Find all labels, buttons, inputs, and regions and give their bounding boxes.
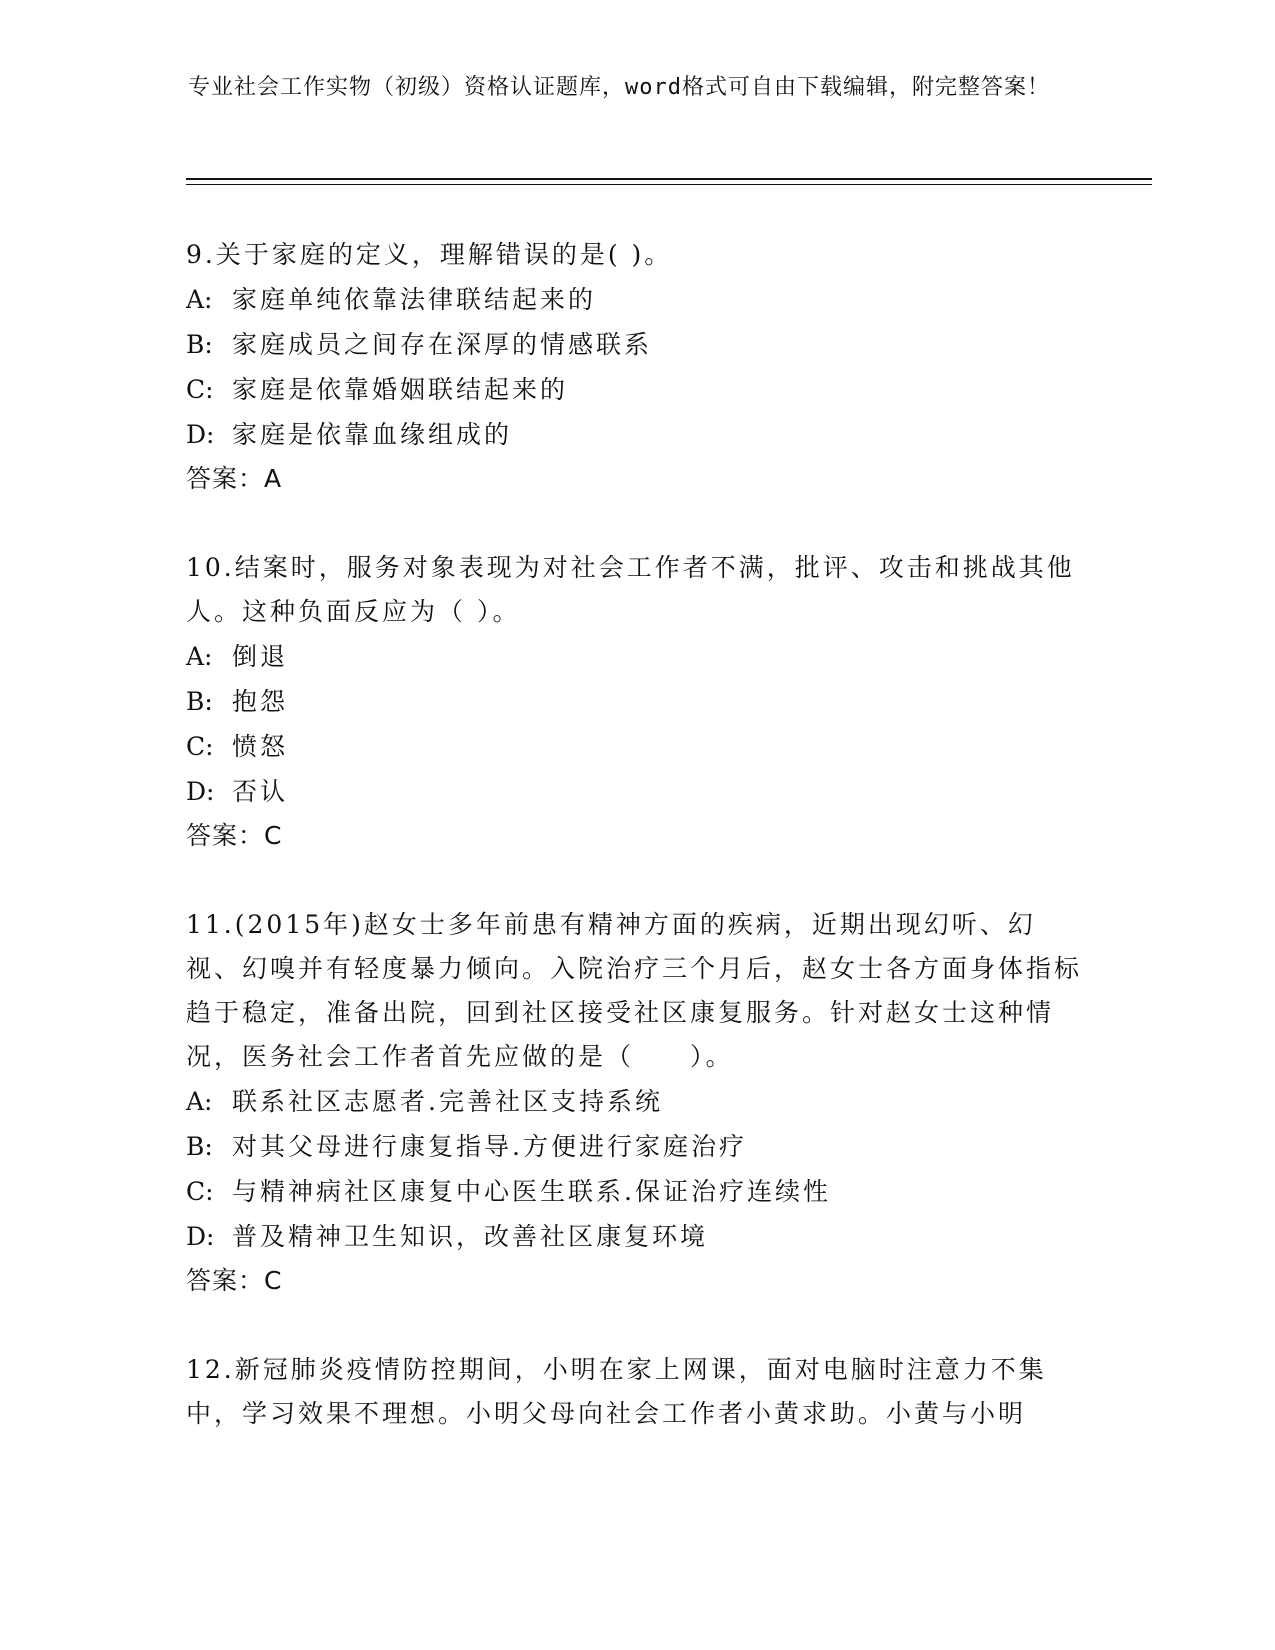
option-text: 家庭是依靠婚姻联结起来的 xyxy=(232,375,569,404)
question-12 xyxy=(186,1348,1086,1436)
option-letter: A: xyxy=(186,642,213,671)
option-text: 普及精神卫生知识，改善社区康复环境 xyxy=(232,1222,709,1251)
option-letter: A: xyxy=(186,1087,213,1116)
header-rule-thick xyxy=(186,178,1152,180)
option-letter: C: xyxy=(186,1177,214,1206)
option-text: 与精神病社区康复中心医生联系.保证治疗连续性 xyxy=(232,1177,831,1206)
option-b xyxy=(186,1124,1086,1169)
question-stem: 10.结案时，服务对象表现为对社会工作者不满，批评、攻击和挑战其他人。这种负面反应为（ ）。 xyxy=(186,553,1075,626)
option-d xyxy=(186,412,1086,457)
question-list xyxy=(186,233,1086,1481)
option-c xyxy=(186,1169,1086,1214)
option-letter: C: xyxy=(186,375,214,404)
question-stem: 9.关于家庭的定义，理解错误的是( )。 xyxy=(186,240,673,269)
option-letter: B: xyxy=(186,1132,213,1161)
option-b xyxy=(186,322,1086,367)
header-rule-thin xyxy=(186,184,1152,185)
question-stem: 12.新冠肺炎疫情防控期间，小明在家上网课，面对电脑时注意力不集中，学习效果不理想。小明父母向社会工作者小黄求助。小黄与小明 xyxy=(186,1355,1047,1428)
option-text: 愤怒 xyxy=(232,732,289,761)
option-letter: D: xyxy=(186,777,215,806)
document-header: 专业社会工作实物（初级）资格认证题库，word格式可自由下载编辑，附完整答案！ xyxy=(188,75,1050,100)
option-letter: D: xyxy=(186,420,215,449)
option-a xyxy=(186,1079,1086,1124)
option-text: 家庭是依靠血缘组成的 xyxy=(232,420,513,449)
option-letter: B: xyxy=(186,330,213,359)
option-letter: A: xyxy=(186,285,213,314)
option-d xyxy=(186,1214,1086,1259)
answer-line: 答案：C xyxy=(186,1266,283,1295)
question-10 xyxy=(186,546,1086,858)
option-text: 家庭单纯依靠法律联结起来的 xyxy=(232,285,597,314)
option-a xyxy=(186,277,1086,322)
option-letter: D: xyxy=(186,1222,215,1251)
option-d xyxy=(186,769,1086,814)
option-text: 联系社区志愿者.完善社区支持系统 xyxy=(232,1087,663,1116)
option-b xyxy=(186,679,1086,724)
option-letter: B: xyxy=(186,687,213,716)
option-text: 否认 xyxy=(232,777,289,806)
option-text: 家庭成员之间存在深厚的情感联系 xyxy=(232,330,653,359)
question-stem: 11.(2015年)赵女士多年前患有精神方面的疾病，近期出现幻听、幻视、幻嗅并有轻度暴力倾向。入院治疗三个月后，赵女士各方面身体指标趋于稳定，准备出院，回到社区接受社区康复服务。针对赵女士这种情况，医务社会工作者首先应做的是（ ）。 xyxy=(186,910,1083,1071)
option-c xyxy=(186,367,1086,412)
answer-line: 答案：A xyxy=(186,464,283,493)
option-text: 抱怨 xyxy=(232,687,289,716)
question-9 xyxy=(186,233,1086,501)
option-c xyxy=(186,724,1086,769)
option-a xyxy=(186,634,1086,679)
answer-line: 答案：C xyxy=(186,821,283,850)
option-text: 倒退 xyxy=(232,642,289,671)
question-11 xyxy=(186,903,1086,1303)
option-letter: C: xyxy=(186,732,214,761)
option-text: 对其父母进行康复指导.方便进行家庭治疗 xyxy=(232,1132,747,1161)
